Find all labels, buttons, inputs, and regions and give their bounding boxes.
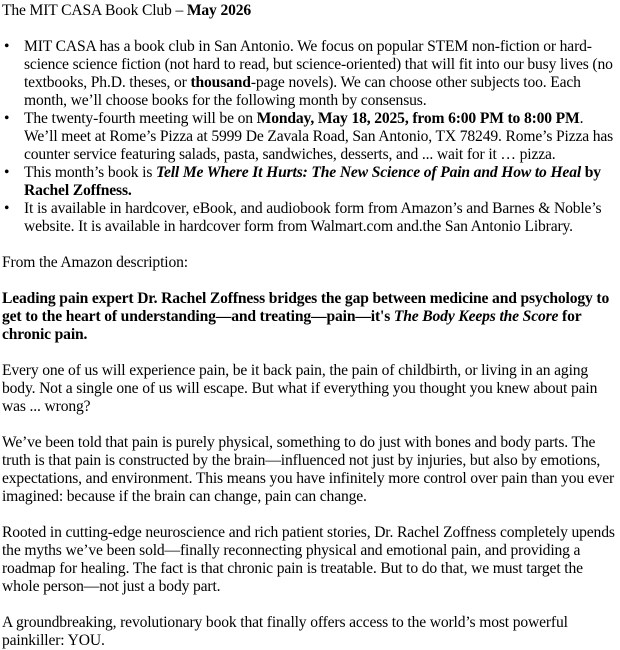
bullet-text: . We’ll meet at Rome’s Pizza at 5999 De Zavala Road, San Antonio, TX 78249. Rome’s Pizza has counter service featuring salads, pasta, sandwiches, desserts, and ... wait for it … pizza. bbox=[24, 110, 614, 163]
bullet-text: It is available in hardcover, eBook, and audiobook form from Amazon’s and Barnes & Noble’s website. It is available in hardcover form from Walmart.com and.the San Antonio Library. bbox=[24, 200, 602, 235]
bullet-icon: • bbox=[4, 164, 10, 181]
bullet-item-availability bbox=[2, 200, 620, 236]
bullet-icon: • bbox=[4, 200, 10, 217]
bullet-bold-text: thousand bbox=[190, 74, 251, 91]
description-paragraph: A groundbreaking, revolutionary book that finally offers access to the world’s most powerful painkiller: YOU. bbox=[2, 614, 568, 649]
description-paragraph: Every one of us will experience pain, be it back pain, the pain of childbirth, or living in an aging body. Not a single one of us will escape. But what if everything you thought you knew about pain was ... wrong? bbox=[2, 362, 598, 415]
amazon-intro: From the Amazon description: bbox=[2, 254, 188, 271]
title-prefix: The MIT CASA Book Club – bbox=[2, 2, 187, 19]
book-title: Tell Me Where It Hurts: The New Science of Pain and How to Heal bbox=[156, 164, 582, 181]
description-paragraph: We’ve been told that pain is purely physical, something to do just with bones and body parts. The truth is that pain is constructed by the brain—influenced not just by injuries, but also by emotions, expectations, and environment. This means you have infinitely more control over pain than you ever imagined: because if the brain can change, pain can change. bbox=[2, 434, 615, 505]
bullet-item-about bbox=[2, 38, 620, 110]
lead-bold-text-end: for chronic pain. bbox=[2, 308, 582, 343]
bullet-text: The twenty-fourth meeting will be on bbox=[24, 110, 257, 127]
meeting-datetime: Monday, May 18, 2025, from 6:00 PM to 8:00 PM bbox=[256, 110, 580, 127]
description-paragraph: Rooted in cutting-edge neuroscience and rich patient stories, Dr. Rachel Zoffness completely upends the myths we’ve been sold—finally reconnecting physical and emotional pain, and providing a roadmap for healing. The fact is that chronic pain is treatable. But to do that, we must target the whole person—not just a body part. bbox=[2, 524, 615, 595]
lead-bold-text: Leading pain expert Dr. Rachel Zoffness bridges the gap between medicine and psychology to get to the heart of understanding—and treating—pain—it's bbox=[2, 290, 610, 325]
bullet-icon: • bbox=[4, 110, 10, 127]
bullet-icon: • bbox=[4, 38, 10, 55]
bullet-item-meeting bbox=[2, 110, 620, 164]
info-bullet-list bbox=[2, 38, 620, 236]
bullet-item-book bbox=[2, 164, 620, 200]
bullet-text: -page novels). We can choose other subjects too. Each month, we’ll choose books for the following month by consensus. bbox=[24, 74, 581, 109]
page-title bbox=[2, 2, 620, 20]
bullet-text: This month’s book is bbox=[24, 164, 157, 181]
title-month: May 2026 bbox=[186, 2, 252, 19]
description-lead bbox=[2, 290, 620, 344]
referenced-book-title: The Body Keeps the Score bbox=[393, 308, 559, 325]
bullet-text: MIT CASA has a book club in San Antonio. We focus on popular STEM non-fiction or hard-science science fiction (not hard to read, but science-oriented) that will fit into our busy lives (no textbooks, Ph.D. theses, or bbox=[24, 38, 613, 91]
book-author: by Rachel Zoffness. bbox=[24, 164, 601, 199]
